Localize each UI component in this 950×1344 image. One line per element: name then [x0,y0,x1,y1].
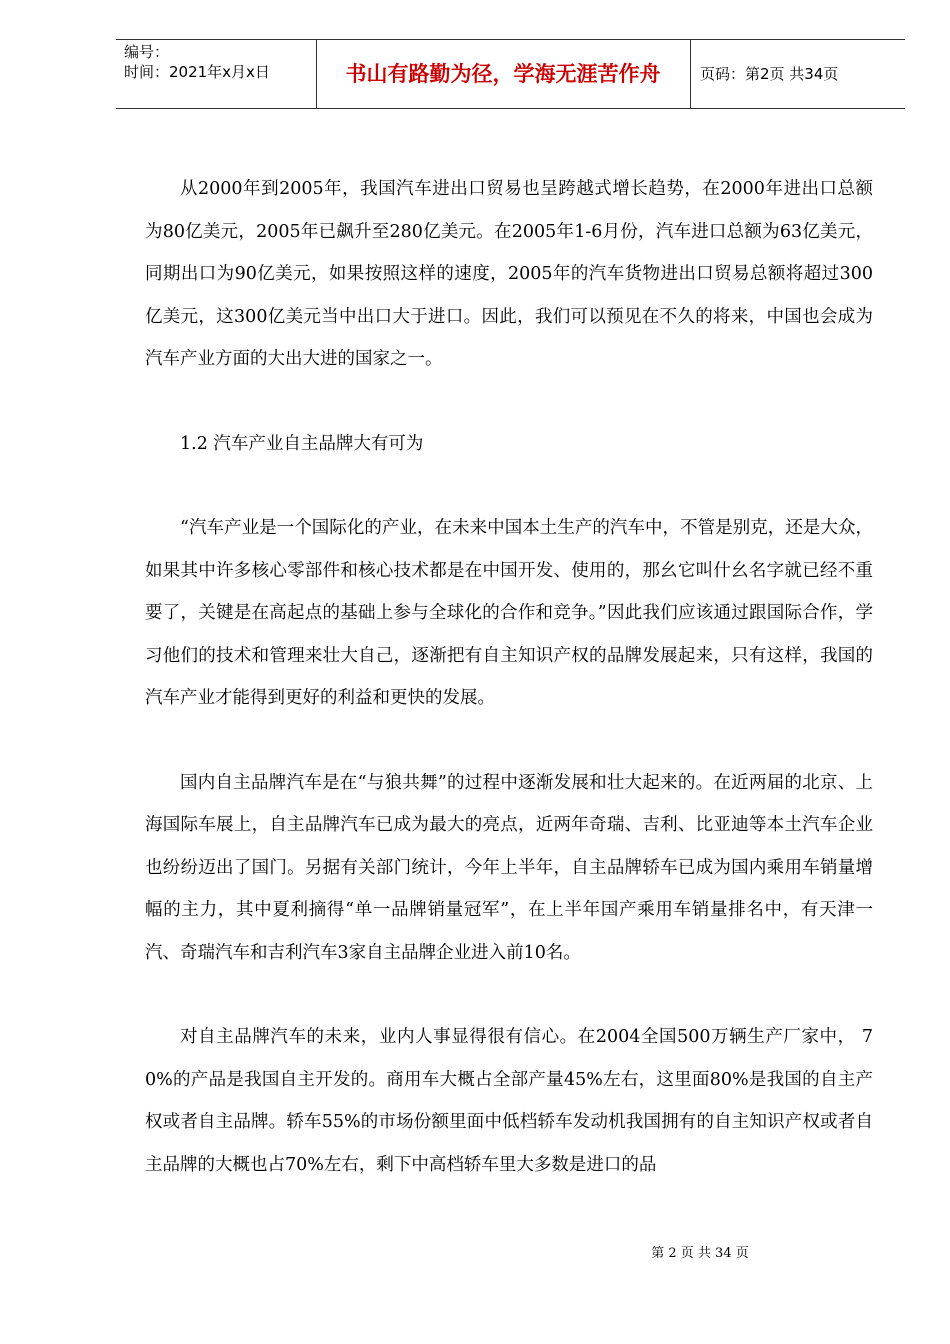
paragraph-trade-growth: 从2000年到2005年，我国汽车进出口贸易也呈跨越式增长趋势，在2000年进出口总额为80亿美元，2005年已飙升至280亿美元。在2005年1-6月份，汽车进口总额为63亿美元，同期出口为90亿美元，如果按照这样的速度，2005年的汽车货物进出口贸易总额将超过300亿美元，这300亿美元当中出口大于进口。因此，我们可以预见在不久的将来，中国也会成为汽车产业方面的大出大进的国家之一。 [145,179,873,369]
header-meta-cell [116,40,317,108]
header-page-cell [690,40,905,108]
paragraph-domestic-brands: 国内自主品牌汽车是在“与狼共舞”的过程中逐渐发展和壮大起来的。在近两届的北京、上海国际车展上，自主品牌汽车已成为最大的亮点，近两年奇瑞、吉利、比亚迪等本土汽车企业也纷纷迈出了国门。另据有关部门统计，今年上半年，自主品牌轿车已成为国内乘用车销量增幅的主力，其中夏利摘得“单一品牌销量冠军”，在上半年国产乘用车销量排名中，有天津一汽、奇瑞汽车和吉利汽车3家自主品牌企业进入前10名。 [145,772,873,963]
paragraph-spacer [145,974,873,1016]
paragraph-spacer [145,381,873,423]
document-header [116,39,905,109]
paragraph-spacer [145,720,873,762]
header-motto: 书山有路勤为径，学海无涯苦作舟 [345,62,661,86]
document-number-label: 编号： [124,43,170,61]
document-body [145,168,873,1186]
paragraph-spacer [145,465,873,507]
section-heading: 1.2 汽车产业自主品牌大有可为 [180,433,424,454]
paragraph-quote: “汽车产业是一个国际化的产业，在未来中国本土生产的汽车中，不管是别克，还是大众，如果其中许多核心零部件和核心技术都是在中国开发、使用的，那幺它叫什幺名字就已经不重要了，关键是在高起点的基础上参与全球化的合作和竞争。”因此我们应该通过跟国际合作，学习他们的技术和管理来壮大自己，逐渐把有自主知识产权的品牌发展起来，只有这样，我国的汽车产业才能得到更好的利益和更快的发展。 [145,518,873,708]
header-motto-cell [316,40,691,108]
page-footer: 第 2 页 共 34 页 [651,1246,749,1261]
document-time-label: 时间：2021年x月x日 [124,63,270,81]
header-page-code: 页码：第2页 共34页 [700,65,839,83]
paragraph-brand-future: 对自主品牌汽车的未来，业内人事显得很有信心。在2004全国500万辆生产厂家中， 70%的产品是我国自主开发的。商用车大概占全部产量45%左右，这里面80%是我国的自主产权或者自主品牌。轿车55%的市场份额里面中低档轿车发动机我国拥有的自主知识产权或者自主品牌的大概也占70%左右，剩下中高档轿车里大多数是进口的品 [145,1027,873,1175]
